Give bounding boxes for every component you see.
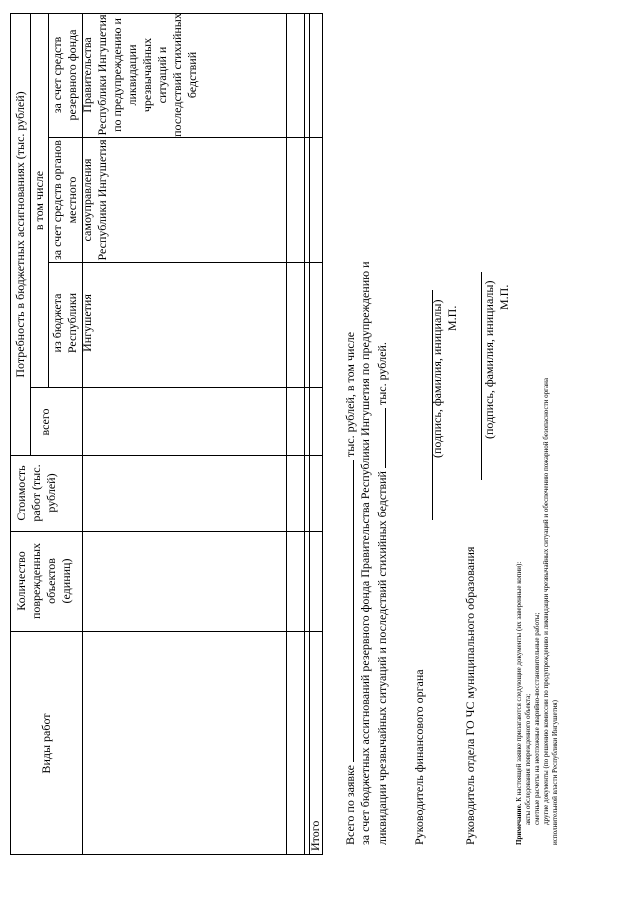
finance-head-label: Руководитель финансового органа bbox=[412, 669, 426, 845]
total-line-1: Всего по заявке тыс. рублей, в том числе bbox=[343, 331, 357, 845]
reserve-amount-blank[interactable] bbox=[374, 408, 386, 468]
gochs-head-label: Руководитель отдела ГО ЧС муниципального образования bbox=[463, 546, 477, 845]
header-local-funds: за счет средств органов местного самоуправления Республики Ингушетия bbox=[50, 139, 109, 261]
note-item-4: исполнительной власти Республики Ингушетия) bbox=[551, 700, 559, 845]
gochs-sign-hint: (подпись, фамилия, инициалы) bbox=[482, 280, 496, 439]
header-work-types: Виды работ bbox=[38, 713, 53, 774]
header-republic-budget: из бюджета Республики Ингушетия bbox=[50, 292, 94, 354]
header-reserve-fund: за счет средств резервного фонда Правительства Республики Ингушетия по предупреждению и ликвидации чрезвычайных ситуаций и последствий стихийных бедствий bbox=[50, 13, 199, 137]
total-line-3: ликвидации чрезвычайных ситуаций и последствий стихийных бедствий тыс. рублей. bbox=[375, 342, 389, 845]
total-amount-blank[interactable] bbox=[342, 460, 354, 762]
header-including: в том числе bbox=[32, 170, 46, 231]
note-item-2: сметные расчеты на неотложные аварийно-восстановительные работы; bbox=[533, 612, 541, 825]
note-item-3: другие документы (по решению комиссии по предупреждению и ликвидации чрезвычайных ситуаций и обеспечению пожарной безопасности органа bbox=[542, 378, 550, 825]
header-quantity: Количество поврежденных объектов (единиц) bbox=[14, 542, 73, 620]
header-cost: Стоимость работ (тыс. рублей) bbox=[14, 464, 58, 522]
budget-request-table bbox=[10, 13, 323, 855]
note-item-1: акты обследования поврежденного объекта; bbox=[524, 693, 532, 825]
note-intro-line: Примечание. К настоящей заявке прилагаются следующие документы (их заверенные копии): bbox=[515, 561, 523, 845]
gochs-stamp: М.П. bbox=[497, 284, 511, 310]
finance-sign-hint: (подпись, фамилия, инициалы) bbox=[430, 299, 444, 458]
total-line-2: за счет бюджетных ассигнований резервного фонда Правительства Республики Ингушетия по предупреждению и bbox=[358, 261, 372, 845]
header-total: всего bbox=[38, 408, 52, 436]
total-row-label: Итого bbox=[308, 820, 322, 851]
header-need-group: Потребность в бюджетных ассигнованиях (тыс. рублей) bbox=[13, 91, 27, 378]
finance-stamp: М.П. bbox=[445, 305, 459, 331]
